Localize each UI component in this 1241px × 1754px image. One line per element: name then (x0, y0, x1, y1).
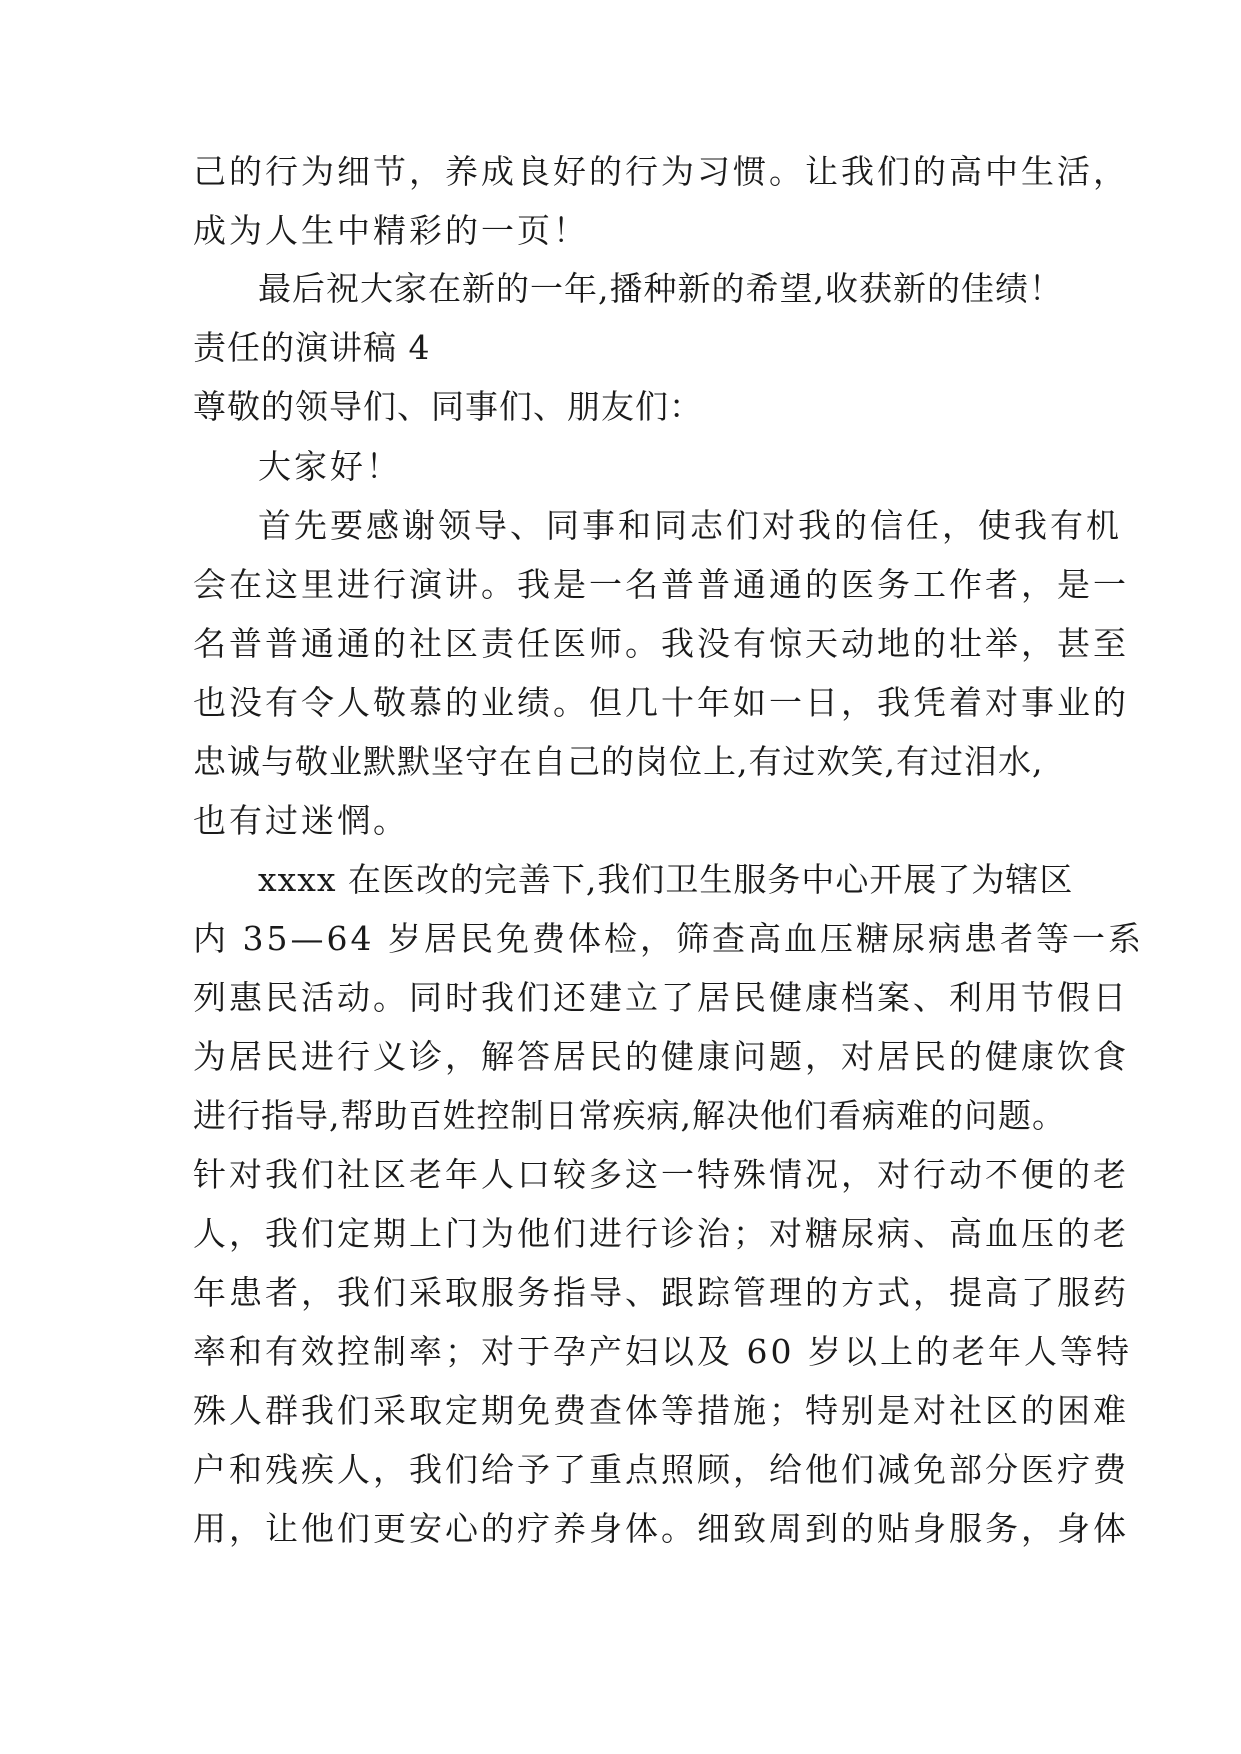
paragraph-line: 首先要感谢领导、同事和同志们对我的信任，使我有机 (258, 506, 1122, 545)
closing-wish-line: 最后祝大家在新的一年,播种新的希望,收获新的佳绩！ (258, 269, 1063, 308)
paragraph-line: 会在这里进行演讲。我是一名普普通通的医务工作者，是一 (193, 565, 1129, 604)
paragraph-line: 也有过迷惘。 (193, 801, 409, 840)
paragraph-line: 率和有效控制率；对于孕产妇以及 60 岁以上的老年人等特 (193, 1332, 1132, 1371)
paragraph-line: 户和残疾人，我们给予了重点照顾，给他们减免部分医疗费 (193, 1450, 1129, 1489)
paragraph-line: 针对我们社区老年人口较多这一特殊情况，对行动不便的老 (193, 1155, 1129, 1194)
paragraph-line: 殊人群我们采取定期免费查体等措施；特别是对社区的困难 (193, 1391, 1129, 1430)
paragraph-line: 成为人生中精彩的一页！ (193, 211, 589, 250)
section-heading: 责任的演讲稿 4 (193, 328, 431, 367)
paragraph-line: 己的行为细节，养成良好的行为习惯。让我们的高中生活， (193, 152, 1129, 191)
paragraph-line: 也没有令人敬慕的业绩。但几十年如一日，我凭着对事业的 (193, 683, 1129, 722)
paragraph-line: 人，我们定期上门为他们进行诊治；对糖尿病、高血压的老 (193, 1214, 1129, 1253)
paragraph-line: 列惠民活动。同时我们还建立了居民健康档案、利用节假日 (193, 978, 1129, 1017)
paragraph-line: 用，让他们更安心的疗养身体。细致周到的贴身服务，身体 (193, 1509, 1129, 1548)
paragraph-line: 进行指导,帮助百姓控制日常疾病,解决他们看病难的问题。 (193, 1096, 1066, 1135)
paragraph-line: 内 35—64 岁居民免费体检，筛查高血压糖尿病患者等一系 (193, 919, 1144, 958)
greeting-line: 大家好！ (258, 447, 402, 486)
salutation-line: 尊敬的领导们、同事们、朋友们： (193, 387, 703, 426)
paragraph-line: 为居民进行义诊，解答居民的健康问题，对居民的健康饮食 (193, 1037, 1129, 1076)
paragraph-line: 忠诚与敬业默默坚守在自己的岗位上,有过欢笑,有过泪水, (193, 742, 1044, 781)
paragraph-line: xxxx 在医改的完善下,我们卫生服务中心开展了为辖区 (258, 860, 1074, 899)
paragraph-line: 名普普通通的社区责任医师。我没有惊天动地的壮举，甚至 (193, 624, 1129, 663)
paragraph-line: 年患者，我们采取服务指导、跟踪管理的方式，提高了服药 (193, 1273, 1129, 1312)
